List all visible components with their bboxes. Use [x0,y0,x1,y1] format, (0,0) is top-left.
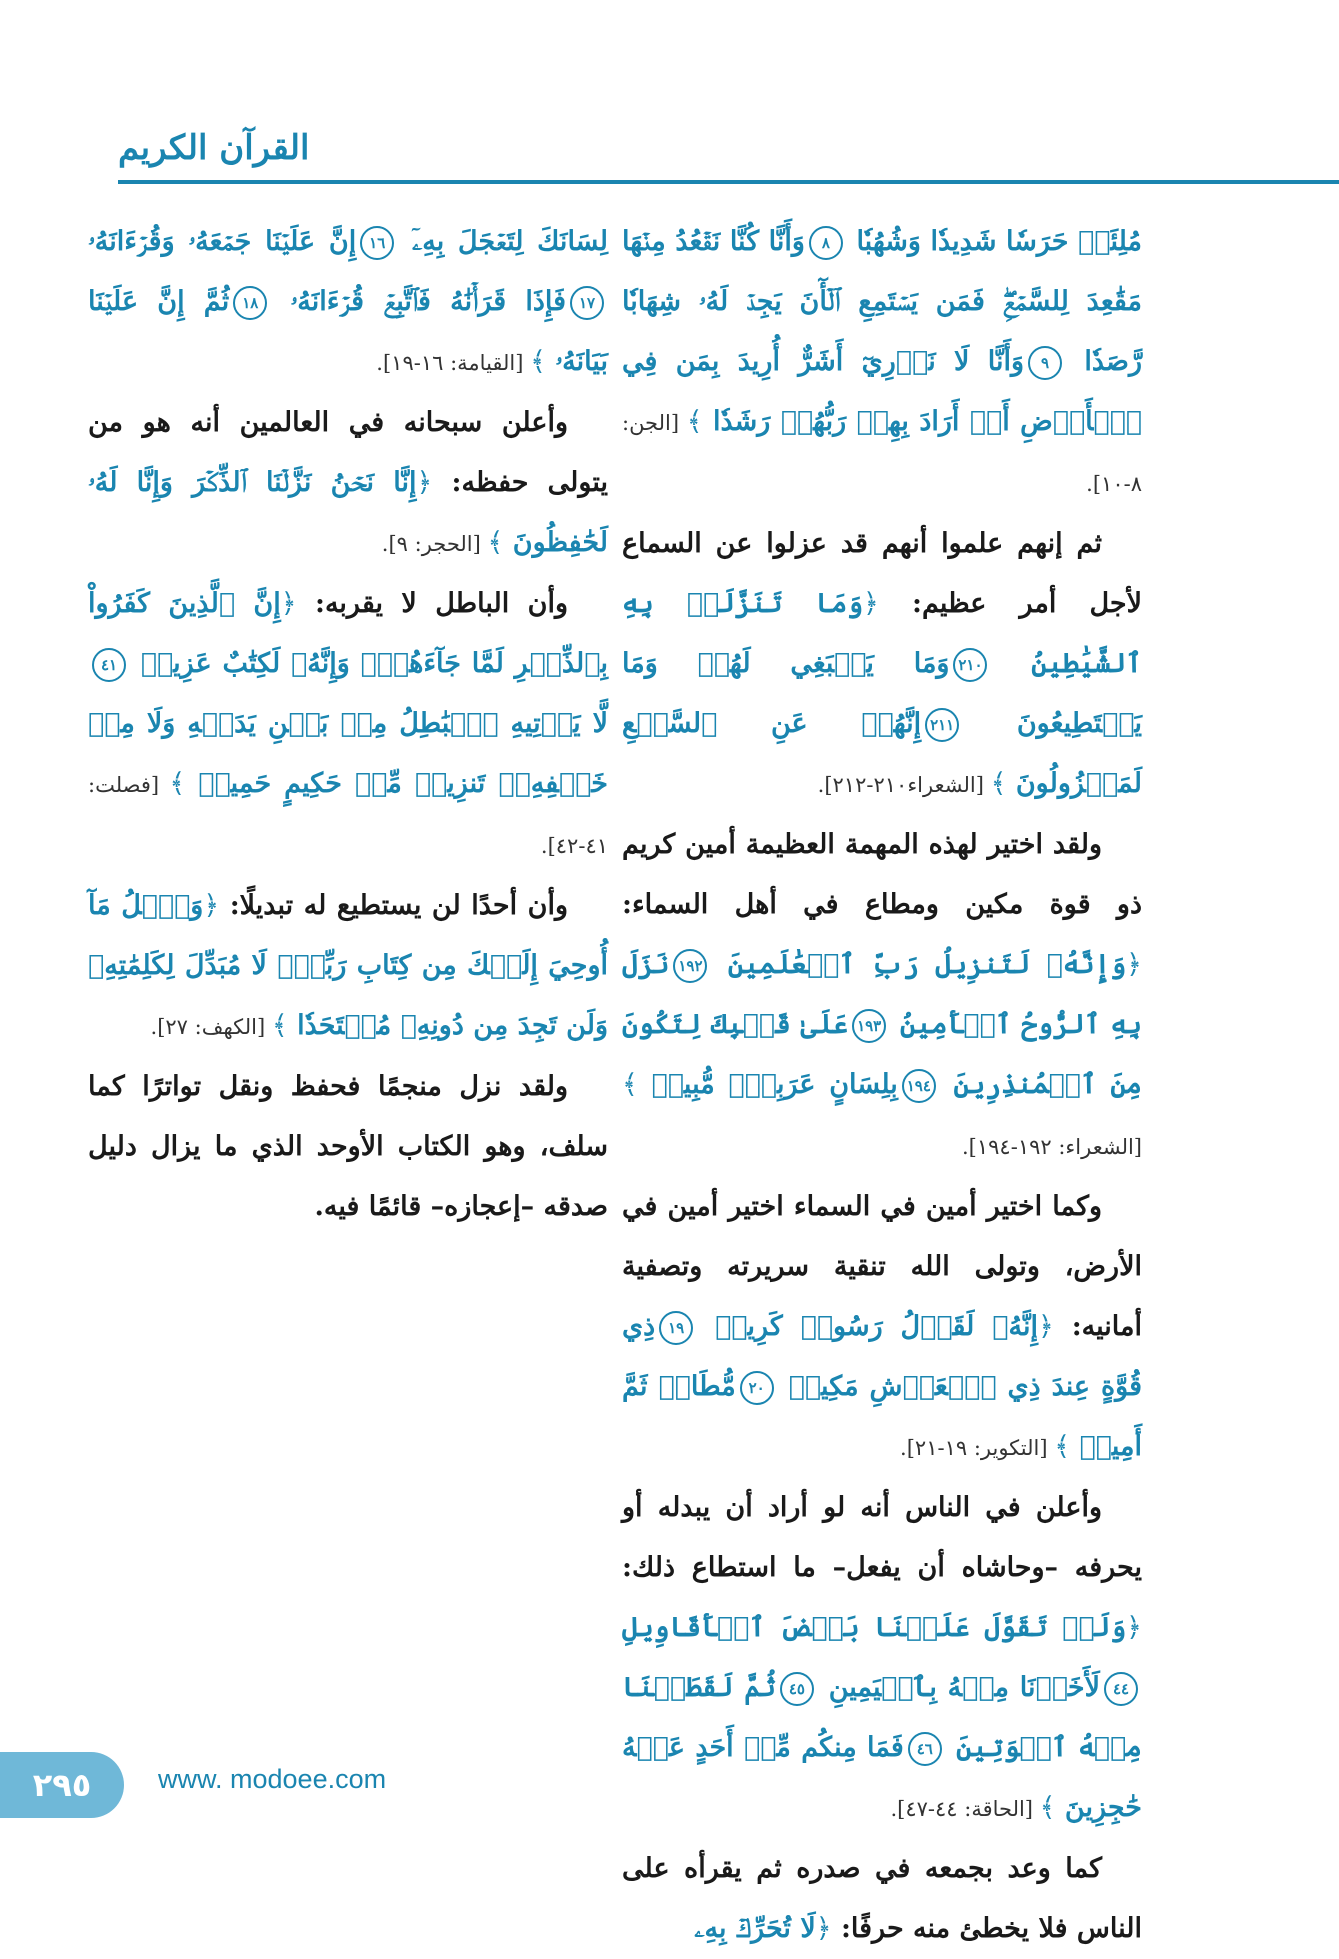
quran-verse-text: إِنَّا نَحۡنُ نَزَّلۡنَا ٱلذِّكۡرَ وَإِنَّا لَهُۥ لَحَٰفِظُونَ [88,467,608,558]
ayah-number-marker: ٤١ [92,648,126,682]
quran-verse-text: إِنَّ ٱلَّذِينَ كَفَرُواْ بِٱلذِّكۡرِ لَمَّا جَآءَهُمۡۖ وَإِنَّهُۥ لَكِتَٰبٌ عَزِيزٞ [88,588,608,679]
right-text-column [622,212,1142,1959]
paragraph-text: ولقد نزل منجمًا فحفظ ونقل تواترًا كما سلف، وهو الكتاب الأوحد الذي ما يزال دليل صدقه –إعجازه– قائمًا فيه. [88,1071,608,1222]
paragraph [88,212,608,393]
quran-verse-text: بِلِسَانٍ عَرَبِيّٖ مُّبِينٖ [651,1069,898,1100]
paragraph-text: وأن الباطل لا يقربه: [296,588,569,619]
paragraph-text: ولقد اختير لهذه المهمة العظيمة أمين كريم ذو قوة مكين ومطاع في أهل السماء: [622,829,1142,920]
ayah-number-marker: ٤٦ [908,1732,942,1766]
paragraph [88,1057,608,1237]
ayah-number-marker: ٢٠ [740,1371,774,1405]
quran-verse-text: وَأَنَّا كُنَّا نَقۡعُدُ مِنۡهَا مَقَٰعِدَ لِلسَّمۡعِۖ فَمَن يَسۡتَمِعِ ٱلۡأٓنَ يَجِدۡ لَهُۥ شِهَابٗا رَّصَدٗا [622,226,1142,377]
quran-verse-text: فَمَا مِنكُم مِّنۡ أَحَدٍ عَنۡهُ حَٰجِزِينَ [622,1732,1142,1823]
ayah-number-marker: ٢١٠ [953,648,987,682]
quran-bracket: ﴾ [622,1069,638,1100]
paragraph [622,1177,1142,1478]
quran-verse-text: نَزَلَ بِهِ ٱلرُّوحُ ٱلۡأَمِينُ [622,949,1142,1040]
verse-reference: [الحاقة: ٤٤-٤٧]. [890,1797,1040,1821]
ayah-number-marker: ١٦ [360,226,394,260]
quran-bracket: ﴿ [815,1913,832,1944]
ayah-number-marker: ١٩٢ [673,949,707,983]
paragraph [622,1478,1142,1839]
ayah-number-marker: ١٩ [659,1311,693,1345]
verse-reference: [الشعراء: ١٩٢-١٩٤]. [961,1135,1142,1159]
quran-bracket: ﴾ [530,346,546,377]
quran-bracket: ﴿ [1126,949,1142,980]
verse-reference: [فصلت: ٤١-٤٢]. [88,773,608,858]
quran-verse-text: وَلَوۡ تَقَوَّلَ عَلَيۡنَا بَعۡضَ ٱلۡأَقَاوِيلِ [622,1612,1127,1643]
paragraph-text: وأعلن سبحانه في العالمين أنه هو من يتولى حفظه: [88,407,608,498]
quran-verse-text: لَّا يَأۡتِيهِ ٱلۡبَٰطِلُ مِنۢ بَيۡنِ يَدَيۡهِ وَلَا مِنۡ خَلۡفِهِۦۖ تَنزِيلٞ مِّنۡ حَكِيمٍ حَمِيدٖ [88,708,608,799]
paragraph-text: وأعلن في الناس أنه لو أراد أن يبدله أو يحرفه –وحاشاه أن يفعل– ما استطاع ذلك: [622,1492,1142,1583]
paragraph [88,574,608,876]
quran-bracket: ﴿ [280,588,297,619]
verse-reference: [الحجر: ٩]. [381,532,488,556]
ayah-number-marker: ١٩٤ [902,1069,936,1103]
ayah-number-marker: ١٧ [570,286,604,320]
quran-verse-text: ثُمَّ إِنَّ عَلَيۡنَا بَيَانَهُۥ [88,286,608,377]
quran-verse-text: مُلِئَتۡ حَرَسٗا شَدِيدٗا وَشُهُبٗا [856,226,1142,257]
quran-bracket: ﴾ [1039,1792,1056,1823]
quran-bracket: ﴿ [863,588,879,619]
ayah-number-marker: ١٨ [233,286,267,320]
paragraph [622,1839,1142,1959]
ayah-number-marker: ١٩٣ [852,1009,886,1043]
quran-verse-text: لِسَانَكَ لِتَعۡجَلَ بِهِۦٓ [411,226,608,257]
verse-reference: [الكهف: ٢٧]. [150,1015,272,1039]
ayah-number-marker: ٢١١ [925,708,959,742]
quran-verse-text: فَإِذَا قَرَأۡنَٰهُ فَٱتَّبِعۡ قُرۡءَانَهُۥ [290,286,566,317]
paragraph [88,876,608,1057]
quran-bracket: ﴾ [990,768,1007,799]
quran-verse-text: وَأَنَّا لَا نَدۡرِيٓ أَشَرٌّ أُرِيدَ بِمَن فِي ٱلۡأَرۡضِ أَمۡ أَرَادَ بِهِمۡ رَبُّهُمۡ رَشَدٗا [622,346,1142,437]
quran-bracket: ﴾ [169,768,186,799]
quran-verse-text: مُّطَاعٖ ثَمَّ أَمِينٖ [622,1371,1142,1462]
paragraph [622,514,1142,815]
verse-reference: [التكوير: ١٩-٢١]. [900,1436,1055,1460]
quran-bracket: ﴿ [1126,1612,1142,1643]
ayah-number-marker: ٨ [809,226,843,260]
header-divider [118,180,1339,184]
verse-reference: [الشعراء٢١٠-٢١٢]. [817,773,991,797]
verse-reference: [الجن: ٨-١٠]. [622,411,1142,496]
quran-bracket: ﴾ [487,527,504,558]
quran-bracket: ﴾ [686,406,703,437]
page-number-badge: ٢٩٥ [0,1752,124,1818]
footer-website-link[interactable]: www. modoee.com [158,1764,387,1794]
paragraph-text: وكما اختير أمين في السماء اختير أمين في الأرض، وتولى الله تنقية سريرته وتصفية أمانيه: [622,1191,1143,1342]
quran-verse-text: إِنَّهُۥ لَقَوۡلُ رَسُولٖ كَرِيمٖ [715,1311,1038,1342]
quran-bracket: ﴾ [1054,1431,1071,1462]
quran-verse-text: ثُمَّ لَقَطَعۡنَا مِنۡهُ ٱلۡوَتِينَ [622,1672,1143,1763]
quran-verse-text: وَمَا تَنَزَّلَتۡ بِهِ ٱلشَّيَٰطِينُ [622,588,1142,679]
quran-bracket: ﴿ [1038,1311,1054,1342]
paragraph-text: وأن أحدًا لن يستطيع له تبديلًا: [219,890,568,921]
quran-verse-text: وَإِنَّهُۥ لَتَنزِيلُ رَبِّ ٱلۡعَٰلَمِينَ [727,949,1127,980]
ayah-number-marker: ٤٤ [1104,1672,1138,1706]
quran-verse-text: وَٱتۡلُ مَآ أُوحِيَ إِلَيۡكَ مِن كِتَابِ رَبِّكَۖ لَا مُبَدِّلَ لِكَلِمَٰتِهِۦ وَلَن تَجِدَ مِن دُونِهِۦ مُلۡتَحَدٗا [88,890,608,1041]
quran-bracket: ﴿ [416,467,433,498]
quran-verse-text: لَا تُحَرِّكۡ بِهِۦ [694,1913,816,1944]
quran-bracket: ﴾ [271,1010,288,1041]
quran-verse-text: إِنَّ عَلَيۡنَا جَمۡعَهُۥ وَقُرۡءَانَهُۥ [88,226,357,257]
quran-verse-text: لَأَخَذۡنَا مِنۡهُ بِٱلۡيَمِينِ [828,1672,1100,1703]
paragraph [622,212,1142,514]
quran-verse-text: عَلَىٰ قَلۡبِكَ لِتَكُونَ مِنَ ٱلۡمُنذِرِينَ [622,1009,1142,1100]
quran-bracket: ﴿ [203,890,220,921]
page-header-title: القرآن الكريم [118,128,310,168]
paragraph-text: كما وعد بجمعه في صدره ثم يقرأه على الناس فلا يخطئ منه حرفًا: [622,1853,1142,1944]
ayah-number-marker: ٤٥ [780,1672,814,1706]
paragraph [88,393,608,574]
ayah-number-marker: ٩ [1028,346,1062,380]
quran-verse-text: وَمَا يَنۢبَغِي لَهُمۡ وَمَا يَسۡتَطِيعُونَ [622,648,1142,739]
quran-verse-text: ذِي قُوَّةٍ عِندَ ذِي ٱلۡعَرۡشِ مَكِينٖ [622,1311,1142,1402]
verse-reference: [القيامة: ١٦-١٩]. [376,351,531,375]
left-text-column [88,212,608,1237]
paragraph-text: ثم إنهم علموا أنهم قد عزلوا عن السماع لأجل أمر عظيم: [622,528,1142,619]
quran-verse-text: إِنَّهُمۡ عَنِ ٱلسَّمۡعِ لَمَعۡزُولُونَ [622,708,1142,799]
paragraph [622,815,1142,1177]
